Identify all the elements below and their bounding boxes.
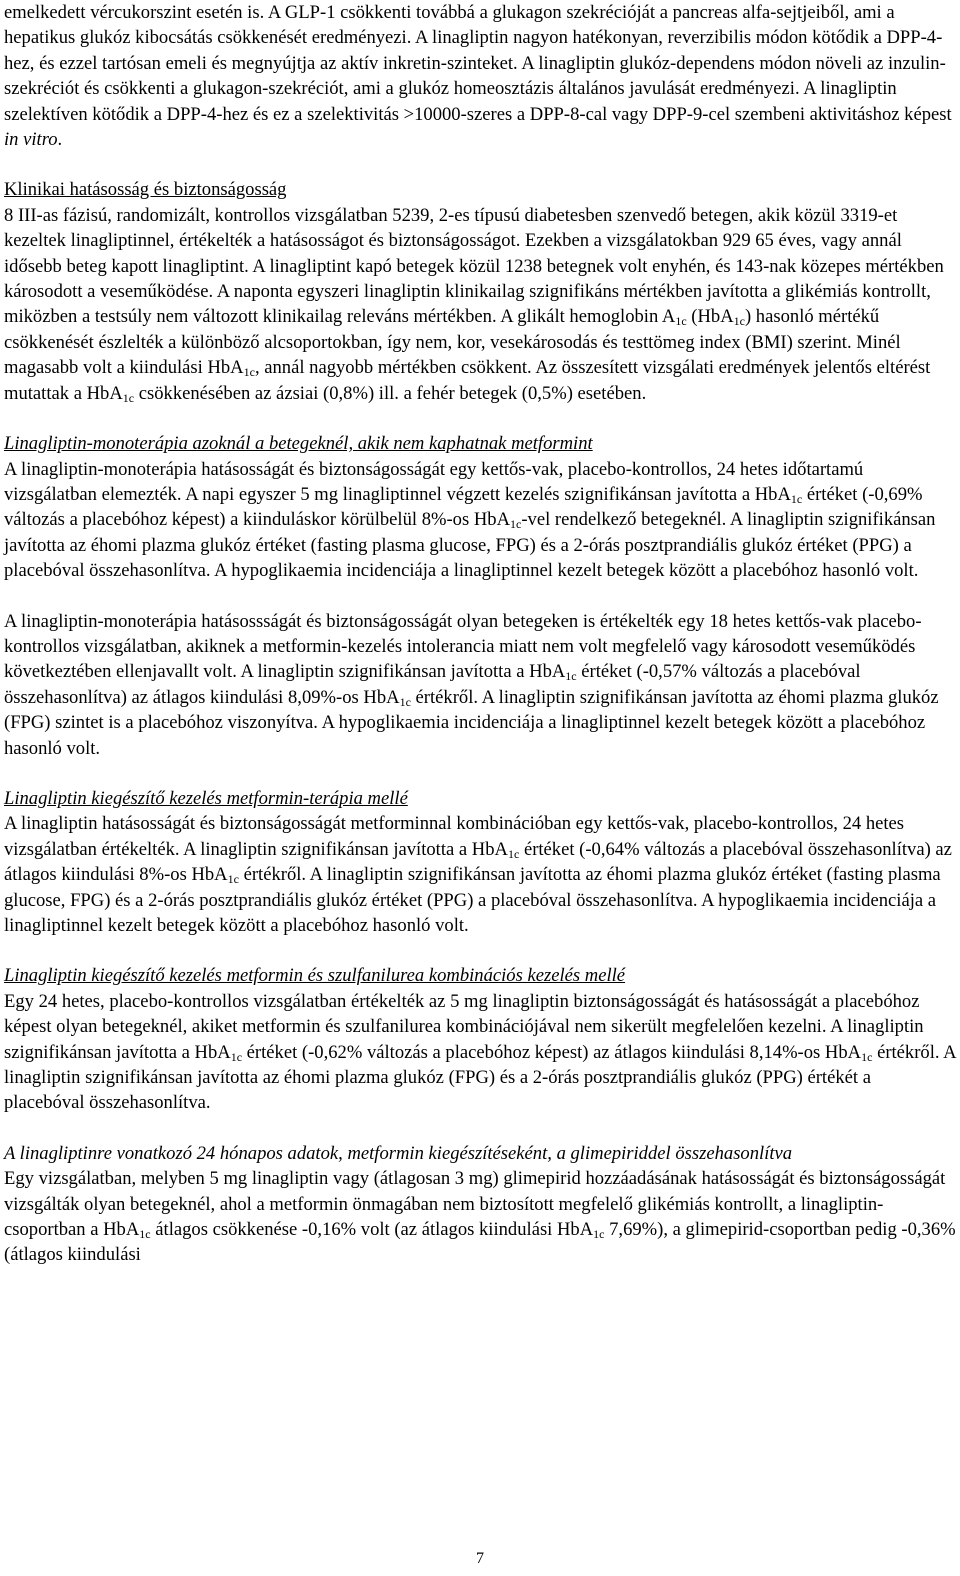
paragraph-text — [4, 989, 956, 1116]
subscript: 1c — [227, 872, 239, 887]
section-clinical-efficacy — [4, 177, 956, 406]
subscript: 1c — [507, 846, 520, 861]
subscript: 1c — [790, 491, 803, 506]
text-run: értéket (-0,62% változás a placebóhoz képest) az átlagos kiindulási 8,14%-os HbA — [242, 1041, 862, 1063]
text-run: 8 III-as fázisú, randomizált, kontrollos vizsgálatban 5239, 2-es típusú diabetesben szenvedő betegen, akik közül 3319-et kezeltek linagliptinnel, értékelték a hatásosságot és biztonságosságot. Ezekben a vizsgálatokban 929 65 éves, vagy annál idősebb beteg kapott linagliptint. A linagliptint kapó betegek közül 1238 betegnek volt enyhén, és 143-nak közepes mértékben károsodott a veseműködése. A naponta egyszeri linagliptin klinikailag szignifikáns mértékben javította a glikémiás kontrollt, miközben a testsúly nem változott klinikailag releváns mértékben. A glikált hemoglobin A — [4, 204, 944, 328]
section-addon-metformin-sulfonylurea — [4, 963, 956, 1115]
subscript: 1c — [139, 1227, 151, 1242]
text-run: A linagliptin-monoterápia hatásosságát és biztonságosságát egy kettős-vak, placebo-kontrollos, 24 hetes időtartamú vizsgálatban elemezték. A napi egyszer 5 mg linagliptinnel végzett kezelés szignifikánsan javította a HbA — [4, 458, 864, 505]
text-run: értéket (-0,69% változás a placebóhoz képest) a kiinduláskor körülbelül 8%-os HbA — [4, 483, 923, 531]
section-heading: Klinikai hatásosság és biztonságosság — [4, 179, 287, 201]
text-run: értékről. A linagliptin szignifikánsan javította az éhomi plazma glukóz (FPG) és a 2-órás posztprandiális glukóz (PPG) értékét a placebóval összehasonlítva. — [4, 1041, 956, 1114]
text-run: emelkedett vércukorszint esetén is. A GLP-1 csökkenti továbbá a glukagon szekrécióját a pancreas alfa-sejtjeiből, ami a hepatikus glukóz kibocsátás csökkenését eredményezi. A linagliptin nagyon hatékonyan, reverzibilis módon kötődik a DPP-4-hez, és ezzel tartósan emeli és megnyújtja az aktív inkretin-szinteket. A linagliptin glukóz-dependens módon növeli az inzulin-szekréciót és csökkenti a glukagon-szekréciót, ami a glukóz homeosztázis általános javulását eredményezi. A linagliptin szelektíven kötődik a DPP-4-hez és ez a szelektivitás >10000-szeres a DPP-8-cal vagy DPP-9-cel szembeni aktivitáshoz képest — [4, 2, 952, 125]
text-run: értéket (-0,64% változás a placebóval összehasonlítva) az átlagos kiindulási 8%-os HbA — [4, 838, 952, 886]
subscript: 1c — [122, 390, 135, 405]
text-run: A linagliptin-monoterápia hatásossságát és biztonságosságát olyan betegeken is értékelték egy 18 hetes kettős-vak placebo-kontrollos vizsgálatban, akiknek a metformin-kezelés intolerancia miatt nem volt megfelelő vagy károsodott veseműködés következtében ellenjavallt volt. A linagliptin szignifikánsan javította a HbA — [4, 610, 922, 683]
section-24-month-glimepiride — [4, 1141, 956, 1268]
text-run: Egy 24 hetes, placebo-kontrollos vizsgálatban értékelték az 5 mg linagliptin biztonságosságát és hatásosságát a placebóhoz képest olyan betegeknél, akiket metformin és szulfanilurea kombinációjával nem sikerült megfelelően kezelni. A linagliptin szignifikánsan javította a HbA — [4, 990, 924, 1063]
text-run: csökkenésében az ázsiai (0,8%) ill. a fehér betegek (0,5%) esetében. — [134, 382, 647, 404]
paragraph-text — [4, 203, 956, 406]
section-heading: Linagliptin kiegészítő kezelés metformin és szulfanilurea kombinációs kezelés mellé — [4, 965, 626, 987]
subscript: 1c — [593, 1227, 605, 1242]
subscript: 1c — [675, 314, 687, 329]
paragraph-text — [4, 609, 956, 761]
paragraph-text — [4, 811, 956, 938]
subscript: 1c — [565, 669, 577, 684]
paragraph-text — [4, 1166, 956, 1268]
italic-text: in vitro — [4, 129, 58, 151]
section-heading: Linagliptin-monoterápia azoknál a betegeknél, akik nem kaphatnak metformint — [4, 433, 593, 455]
text-run: értéket (-0,57% változás a placebóval összehasonlítva) az átlagos kiindulási 8,09%-os HbA — [4, 661, 861, 708]
paragraph-text — [4, 457, 956, 584]
page-number: 7 — [476, 1550, 484, 1567]
paragraph-text — [4, 0, 956, 152]
text-run: , annál nagyobb mértékben csökkent. Az összesített vizsgálati eredmények jelentős eltérést mutattak a HbA — [4, 357, 931, 404]
subscript: 1c — [733, 314, 745, 329]
text-run: 7,69%), a glimepirid-csoportban pedig -0,36% (átlagos kiindulási — [4, 1219, 956, 1266]
document-page — [4, 0, 956, 1293]
text-run: átlagos csökkenése -0,16% volt (az átlagos kiindulási HbA — [150, 1219, 594, 1241]
text-run: -vel rendelkező betegeknél. A linagliptin szignifikánsan javította az éhomi plazma glukóz értéket (fasting plasma glucose, FPG) és a 2-órás posztprandiális glukóz értéket (PPG) a placebóval összehasonlítva. A hypoglikaemia incidenciája a linagliptinnel kezelt betegek között a placebóhoz hasonló volt. — [4, 509, 936, 582]
subscript: 1c — [243, 365, 255, 380]
text-run: A linagliptin hatásosságát és biztonságosságát metforminnal kombinációban egy kettős-vak, placebo-kontrollos, 24 hetes vizsgálatban értékelték. A linagliptin szignifikánsan javította a HbA — [4, 813, 905, 860]
text-run: (HbA — [686, 306, 734, 328]
text-run: . — [57, 129, 63, 151]
text-run: Egy vizsgálatban, melyben 5 mg linagliptin vagy (átlagosan 3 mg) glimepirid hozzáadásának hatásosságát és biztonságosságát vizsgálták olyan betegeknél, ahol a metformin önmagában nem biztosított megfelelő glikémiás kontrollt, a linagliptin-csoportban a HbA — [4, 1168, 946, 1241]
section-heading: A linagliptinre vonatkozó 24 hónapos adatok, metformin kiegészítéseként, a glimepiriddel összehasonlítva — [4, 1142, 793, 1164]
section-addon-metformin — [4, 786, 956, 938]
text-run: ) hasonló mértékű csökkenését észlelték a különböző alcsoportokban, így nem, kor, vesekárosodás és testtömeg index (BMI) szerint. Minél magasabb volt a kiindulási HbA — [4, 306, 901, 379]
text-run: értékről. A linagliptin szignifikánsan javította az éhomi plazma glukóz (FPG) szintet is a placebóhoz viszonyítva. A hypoglikaemia incidenciája a linagliptinnel kezelt betegek között a placebóhoz hasonló volt. — [4, 686, 939, 759]
subscript: 1c — [510, 517, 522, 532]
section-monotherapy — [4, 431, 956, 583]
subscript: 1c — [861, 1049, 873, 1064]
document-body — [4, 0, 956, 1268]
subscript: 1c — [230, 1049, 243, 1064]
section-heading: Linagliptin kiegészítő kezelés metformin-terápia mellé — [4, 787, 408, 809]
paragraph-mechanism — [4, 0, 956, 152]
paragraph-monotherapy-metformin-intolerant — [4, 609, 956, 761]
text-run: értékről. A linagliptin szignifikánsan javította az éhomi plazma glukóz értéket (fasting plasma glucose, FPG) és a 2-órás posztprandiális glukóz értéket (PPG) a placebóval összehasonlítva. A hypoglikaemia incidenciája a linagliptinnel kezelt betegek között a placebóhoz hasonló volt. — [4, 864, 941, 936]
subscript: 1c — [399, 694, 411, 709]
